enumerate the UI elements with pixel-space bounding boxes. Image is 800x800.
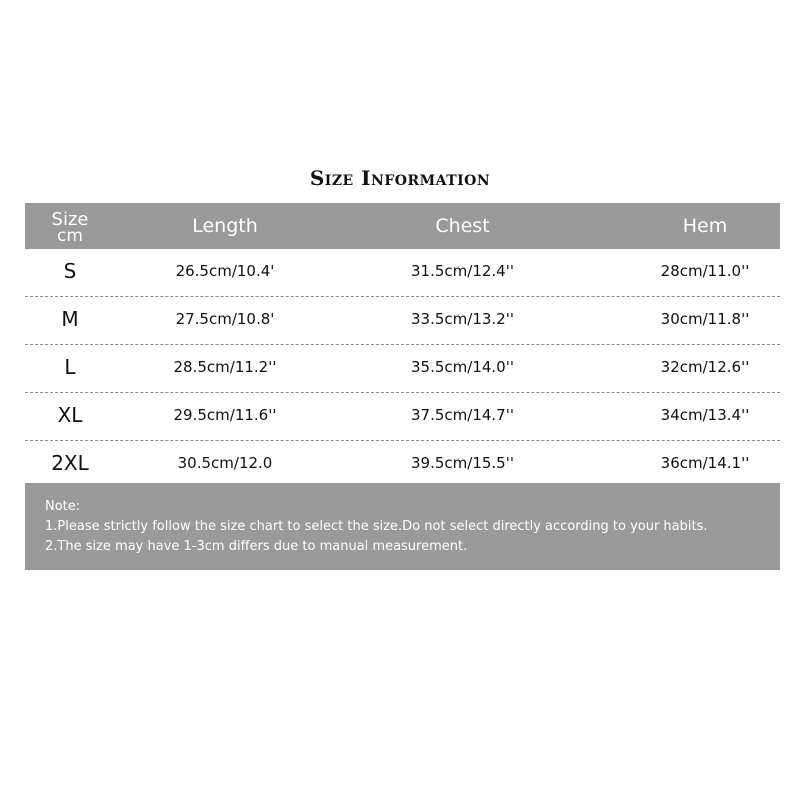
size-cell: L — [64, 355, 76, 379]
note-line-1: 1.Please strictly follow the size chart to select the size.Do not select directly according to your habits. — [45, 519, 708, 534]
table-row — [25, 441, 780, 488]
length-cell: 30.5cm/12.0 — [177, 454, 273, 472]
note-box — [25, 483, 780, 570]
length-cell: 27.5cm/10.8' — [175, 310, 275, 328]
chest-column-header: Chest — [435, 215, 490, 237]
hem-cell: 32cm/12.6'' — [660, 358, 750, 376]
table-row — [25, 393, 780, 441]
hem-cell: 34cm/13.4'' — [660, 406, 750, 424]
chest-cell: 31.5cm/12.4'' — [411, 262, 514, 280]
size-header-label: Size — [51, 209, 89, 230]
size-cell: 2XL — [51, 451, 89, 475]
note-line-2: 2.The size may have 1-3cm differs due to manual measurement. — [45, 539, 468, 554]
chest-cell: 37.5cm/14.7'' — [411, 406, 514, 424]
size-cell: M — [61, 307, 79, 331]
size-column-header — [25, 203, 115, 249]
table-row — [25, 297, 780, 345]
hem-cell: 36cm/14.1'' — [660, 454, 750, 472]
size-cell: XL — [57, 403, 83, 427]
page-title: Size Information — [309, 166, 491, 190]
hem-cell: 28cm/11.0'' — [660, 262, 750, 280]
table-row — [25, 249, 780, 297]
note-heading: Note: — [45, 499, 81, 514]
chest-cell: 35.5cm/14.0'' — [411, 358, 514, 376]
length-cell: 28.5cm/11.2'' — [173, 358, 277, 376]
table-header — [25, 203, 780, 249]
length-cell: 29.5cm/11.6'' — [173, 406, 277, 424]
size-table — [25, 203, 780, 488]
hem-column-header: Hem — [682, 215, 728, 237]
hem-cell: 30cm/11.8'' — [660, 310, 750, 328]
unit-header-label: cm — [57, 226, 83, 246]
size-cell: S — [63, 259, 77, 283]
chest-cell: 39.5cm/15.5'' — [411, 454, 514, 472]
length-column-header: Length — [192, 215, 258, 237]
length-cell: 26.5cm/10.4' — [175, 262, 275, 280]
table-row — [25, 345, 780, 393]
chest-cell: 33.5cm/13.2'' — [411, 310, 514, 328]
